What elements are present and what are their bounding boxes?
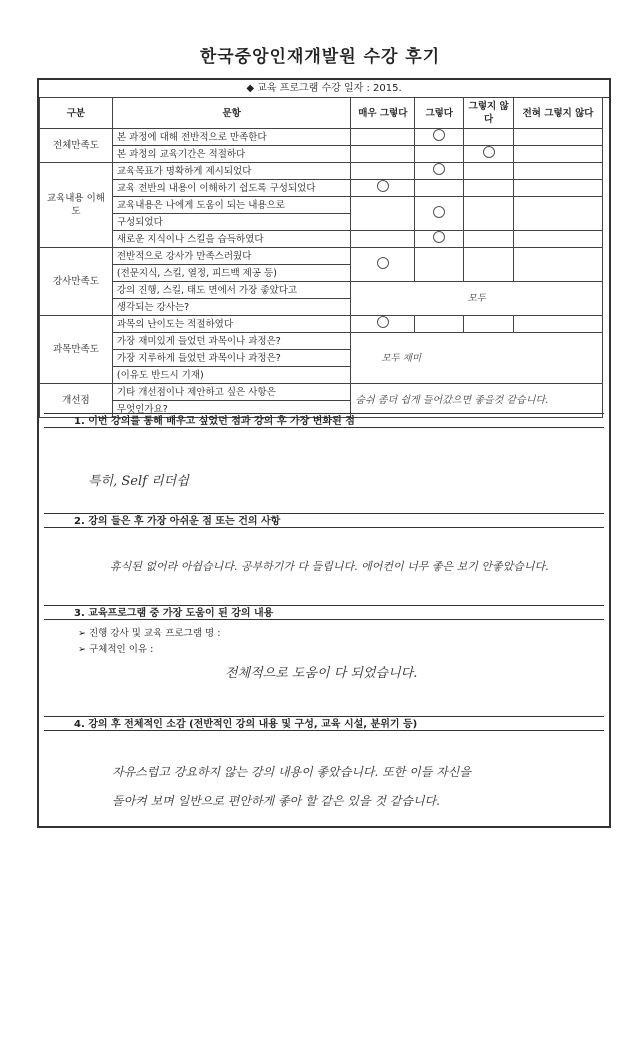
question-7-line2: (전문지식, 스킬, 열정, 피드백 제공 등) [112,265,351,282]
question-9: 과목의 난이도는 적절하였다 [112,316,351,333]
table-row [40,282,603,299]
question-6: 새로운 지식이나 스킬을 습득하였다 [112,231,351,248]
header-category: 구분 [40,98,113,129]
table-row [40,163,603,180]
question-8-line1: 강의 진행, 스킬, 태도 면에서 가장 좋았다고 [112,282,351,299]
table-header-row [40,98,603,129]
answer-12: 숨쉬 좀더 쉽게 들어갔으면 좋을것 같습니다. [351,384,603,418]
table-row [40,384,603,401]
table-row [40,231,603,248]
check-circle-icon [433,231,445,243]
category-instructor: 강사만족도 [40,248,113,316]
check-circle-icon [433,163,445,175]
category-improvement: 개선점 [40,384,113,418]
question-12-line1: 기타 개선점이나 제안하고 싶은 사항은 [112,384,351,401]
section-2-answer: 휴식된 없어라 아쉽습니다. 공부하기가 다 들립니다. 에어컨이 너무 좋은 보기 안좋았습니다. [110,560,549,573]
answer-10: 모두 재미 [351,333,603,384]
category-understanding: 교육내용 이해도 [40,163,113,248]
category-overall: 전체만족도 [40,129,113,163]
section-1-title: 1. 이번 강의를 통해 배우고 싶었던 점과 강의 후 가장 변화된 점 [44,413,604,428]
header-agree: 그렇다 [415,98,464,129]
answer-8: 모두 [351,282,603,316]
table-row [40,197,603,214]
question-8-line2: 생각되는 강사는? [112,299,351,316]
question-3: 교육목표가 명확하게 제시되었다 [112,163,351,180]
question-7-line1: 전반적으로 강사가 만족스러웠다 [112,248,351,265]
section-3-bullet-1: ➢ 진행 강사 및 교육 프로그램 명 : [78,628,221,639]
table-row [40,333,603,350]
table-row [40,129,603,146]
question-10: 가장 재미있게 들었던 과목이나 과정은? [112,333,351,350]
question-12-line2: 무엇인가요? [112,401,351,418]
section-4-answer-line1: 자유스럽고 강요하지 않는 강의 내용이 좋았습니다. 또한 이들 자신을 [112,765,471,779]
check-circle-icon [433,129,445,141]
check-circle-icon [377,316,389,328]
question-5-line1: 교육내용은 나에게 도움이 되는 내용으로 [112,197,351,214]
header-disagree: 그렇지 않다 [464,98,514,129]
question-2: 본 과정의 교육기간은 적절하다 [112,146,351,163]
header-question: 문항 [112,98,351,129]
section-3-title: 3. 교육프로그램 중 가장 도움이 된 강의 내용 [44,605,604,620]
check-circle-icon [433,206,445,218]
question-1: 본 과정에 대해 전반적으로 만족한다 [112,129,351,146]
table-row [40,146,603,163]
survey-table [39,97,603,418]
question-11-line1: 가장 지루하게 들었던 과목이나 과정은? [112,350,351,367]
check-circle-icon [377,257,389,269]
question-4: 교육 전반의 내용이 이해하기 쉽도록 구성되었다 [112,180,351,197]
table-row [40,180,603,197]
table-row [40,248,603,265]
section-3-bullet-2: ➢ 구체적인 이유 : [78,644,154,655]
date-line: ◆ 교육 프로그램 수강 일자 : 2015. [39,80,609,98]
section-4-answer-line2: 돌아켜 보며 일반으로 편안하게 좋아 할 같은 있을 것 같습니다. [112,794,440,808]
section-3-answer: 전체적으로 도움이 다 되었습니다. [225,666,418,681]
header-strongly-agree: 매우 그렇다 [351,98,415,129]
question-11-line2: (이유도 반드시 기재) [112,367,351,384]
check-circle-icon [377,180,389,192]
page-title: 한국중앙인재개발원 수강 후기 [199,47,441,67]
check-circle-icon [483,146,495,158]
section-1-answer: 특히, Self 리더쉽 [88,474,189,489]
table-row [40,316,603,333]
header-strongly-disagree: 전혀 그렇지 않다 [514,98,603,129]
section-2-title: 2. 강의 들은 후 가장 아쉬운 점 또는 건의 사항 [44,513,604,528]
section-4-title: 4. 강의 후 전체적인 소감 (전반적인 강의 내용 및 구성, 교육 시설, 분위기 등) [44,716,604,731]
category-course: 과목만족도 [40,316,113,384]
question-5-line2: 구성되었다 [112,214,351,231]
